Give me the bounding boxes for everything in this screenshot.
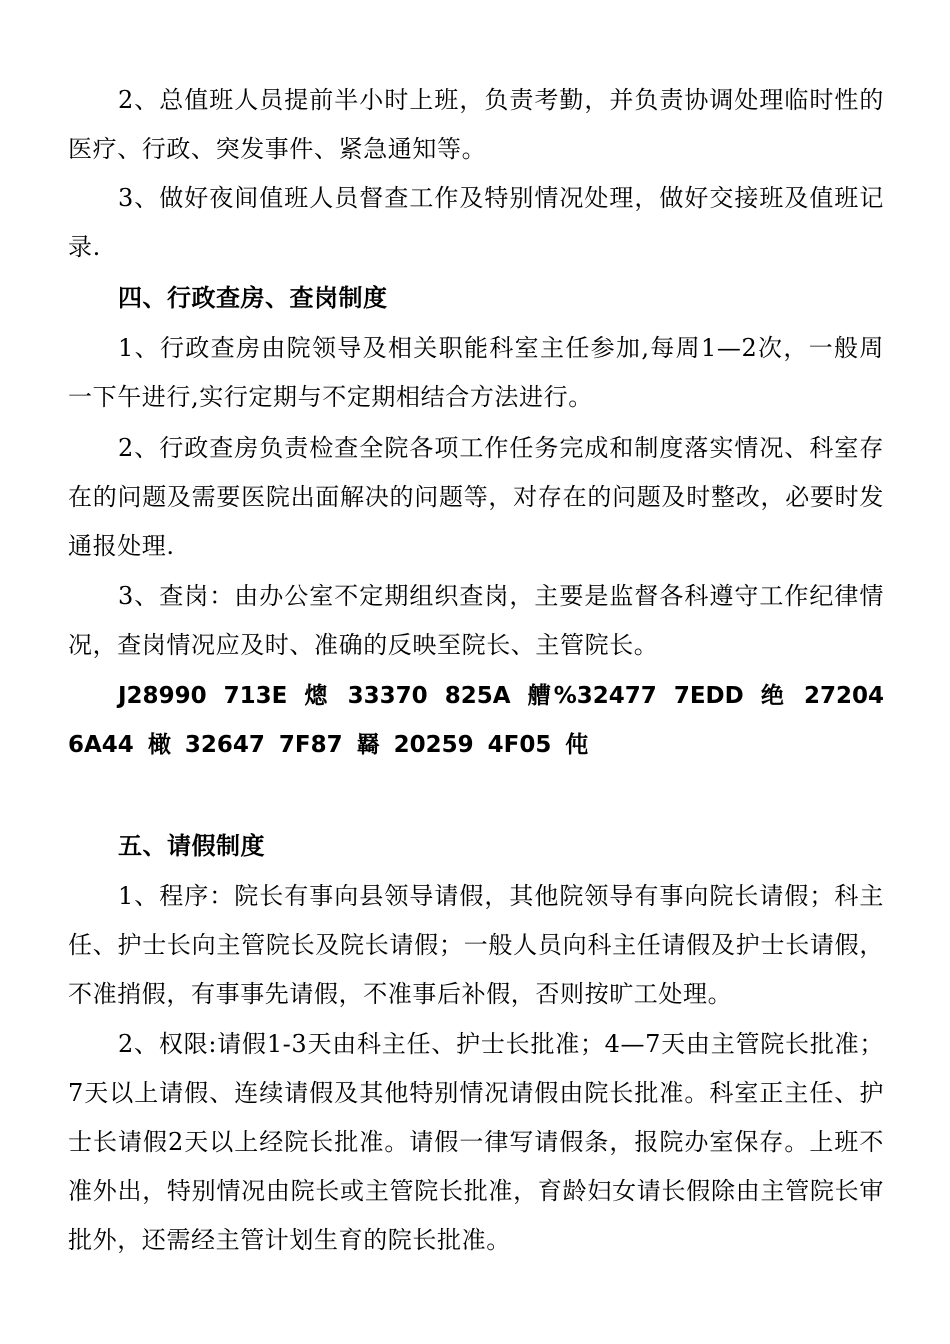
code-string-line: J28990 713E 熜 33370 825A 艚%32477 7EDD 绝 27204 6A44 橄 32647 7F87 羇 20259 4F05 伅 bbox=[68, 683, 884, 758]
duty-paragraph-3: 3、做好夜间值班人员督查工作及特别情况处理，做好交接班及值班记录. bbox=[68, 184, 884, 261]
section-5-paragraph-1: 1、程序：院长有事向县领导请假，其他院领导有事向院长请假；科主任、护士长向主管院长及院长请假；一般人员向科主任请假及护士长请假，不准捎假，有事事先请假，不准事后补假，否则按旷工处理。 bbox=[68, 882, 884, 1008]
section-5-heading: 五、请假制度 bbox=[118, 832, 265, 860]
section-4-paragraph-1: 1、行政查房由院领导及相关职能科室主任参加,每周1—2次，一般周一下午进行,实行定期与不定期相结合方法进行。 bbox=[68, 334, 884, 411]
duty-paragraph-2: 2、总值班人员提前半小时上班，负责考勤，并负责协调处理临时性的医疗、行政、突发事件、紧急通知等。 bbox=[68, 86, 884, 163]
section-4-paragraph-3: 3、查岗：由办公室不定期组织查岗，主要是监督各科遵守工作纪律情况，查岗情况应及时、准确的反映至院长、主管院长。 bbox=[68, 582, 884, 659]
section-5-paragraph-2: 2、权限:请假1-3天由科主任、护士长批准；4—7天由主管院长批准；7天以上请假、连续请假及其他特别情况请假由院长批准。科室正主任、护士长请假2天以上经院长批准。请假一律写请假条，报院办室保存。上班不准外出，特别情况由院长或主管院长批准，育龄妇女请长假除由主管院长审批外，还需经主管计划生育的院长批准。 bbox=[68, 1030, 884, 1254]
section-4-heading: 四、行政查房、查岗制度 bbox=[118, 284, 388, 312]
section-4-paragraph-2: 2、行政查房负责检查全院各项工作任务完成和制度落实情况、科室存在的问题及需要医院出面解决的问题等，对存在的问题及时整改，必要时发通报处理. bbox=[68, 434, 884, 560]
